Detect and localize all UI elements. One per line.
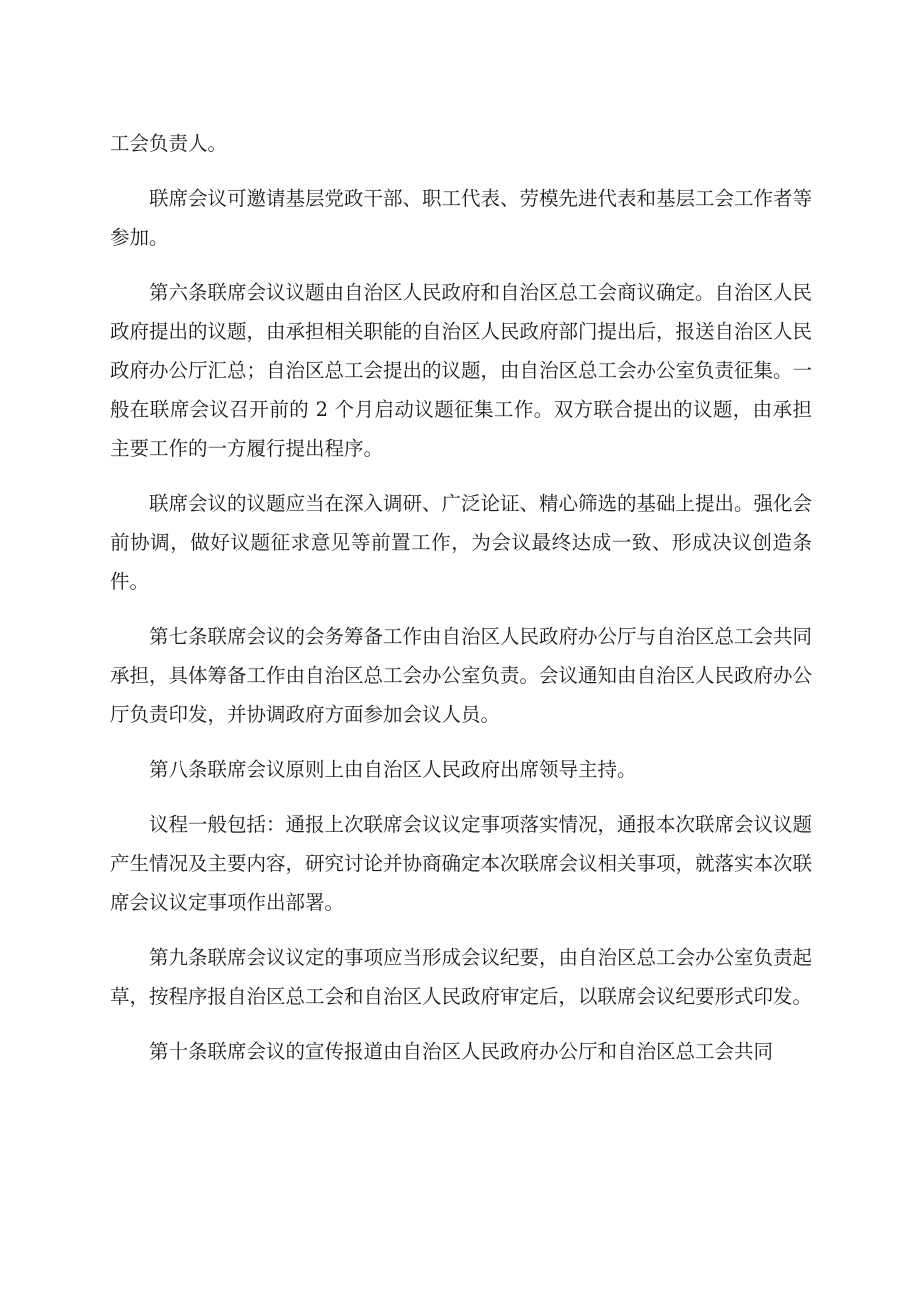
paragraph-invited-participants: 联席会议可邀请基层党政干部、职工代表、劳模先进代表和基层工会工作者等参加。: [110, 187, 813, 249]
paragraph-article-7: 第七条联席会议的会务筹备工作由自治区人民政府办公厅与自治区总工会共同承担，具体筹备工作由自治区总工会办公室负责。会议通知由自治区人民政府办公厅负责印发，并协调政府方面参加会议人员。: [110, 625, 813, 726]
paragraph-article-10: 第十条联席会议的宣传报道由自治区人民政府办公厅和自治区总工会共同: [149, 1040, 774, 1063]
paragraph-article-8: 第八条联席会议原则上由自治区人民政府出席领导主持。: [149, 758, 637, 781]
paragraph-agenda: 议程一般包括：通报上次联席会议议定事项落实情况，通报本次联席会议议题产生情况及主要内容，研究讨论并协商确定本次联席会议相关事项，就落实本次联席会议议定事项作出部署。: [110, 813, 813, 914]
paragraph-topic-requirements: 联席会议的议题应当在深入调研、广泛论证、精心筛选的基础上提出。强化会前协调，做好议题征求意见等前置工作，为会议最终达成一致、形成决议创造条件。: [110, 492, 813, 593]
paragraph-continuation: 工会负责人。: [110, 132, 228, 155]
paragraph-article-6: 第六条联席会议议题由自治区人民政府和自治区总工会商议确定。自治区人民政府提出的议题，由承担相关职能的自治区人民政府部门提出后，报送自治区人民政府办公厅汇总；自治区总工会提出的议题，由自治区总工会办公室负责征集。一般在联席会议召开前的 2 个月启动议题征集工作。双方联合提出的议题，由承担主要工作的一方履行提出程序。: [110, 281, 813, 460]
document-body: [110, 124, 812, 1087]
paragraph-article-9: 第九条联席会议议定的事项应当形成会议纪要，由自治区总工会办公室负责起草，按程序报自治区总工会和自治区人民政府审定后，以联席会议纪要形式印发。: [110, 946, 813, 1008]
